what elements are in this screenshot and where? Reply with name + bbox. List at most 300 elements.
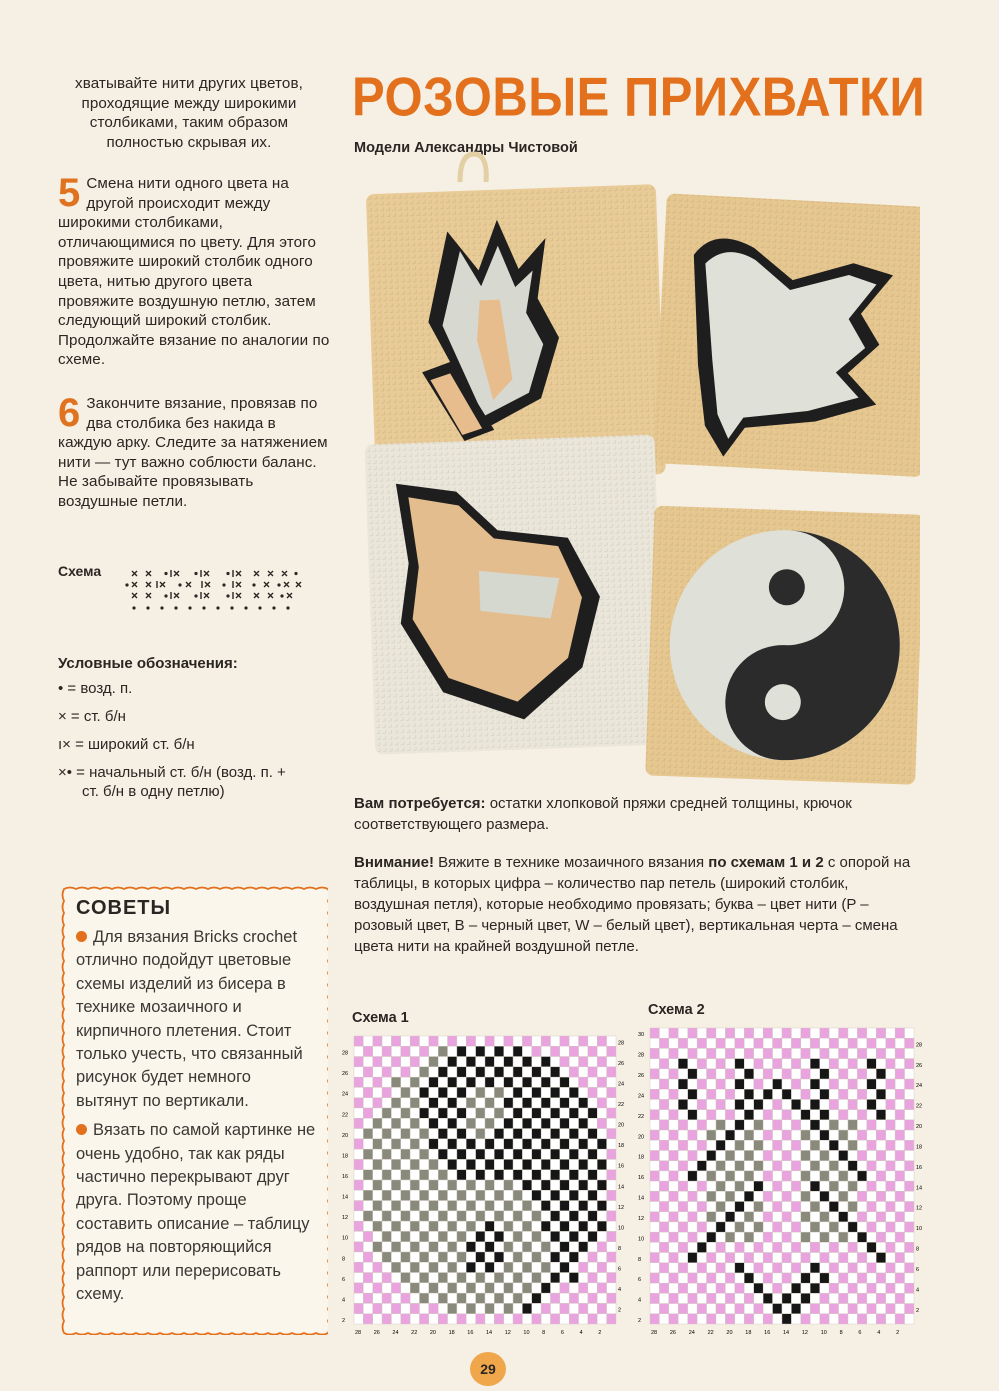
grid-cell — [697, 1079, 706, 1089]
grid-cell — [678, 1191, 687, 1201]
grid-cell — [905, 1212, 914, 1222]
grid-cell — [839, 1283, 848, 1293]
col-number: 22 — [411, 1330, 418, 1336]
grid-cell — [494, 1190, 503, 1200]
attention-label: Внимание! — [354, 854, 434, 871]
row-number: 18 — [916, 1144, 923, 1151]
grid-cell — [494, 1180, 503, 1190]
grid-cell — [678, 1222, 687, 1232]
grid-cell — [716, 1130, 725, 1140]
row-number: 22 — [916, 1103, 923, 1110]
grid-cell — [541, 1221, 550, 1231]
grid-cell — [420, 1180, 429, 1190]
legend-title: Условные обозначения: — [58, 655, 238, 672]
grid-cell — [773, 1140, 782, 1150]
grid-cell — [438, 1057, 447, 1067]
grid-cell — [457, 1036, 466, 1046]
grid-cell — [457, 1087, 466, 1097]
grid-cell — [448, 1057, 457, 1067]
grid-cell — [363, 1077, 372, 1087]
grid-cell — [551, 1149, 560, 1159]
grid-cell — [754, 1242, 763, 1252]
grid-cell — [744, 1089, 753, 1099]
grid-cell — [588, 1273, 597, 1283]
grid-cell — [373, 1118, 382, 1128]
grid-cell — [669, 1099, 678, 1109]
grid-cell — [707, 1130, 716, 1140]
tip-text: Для вязания Bricks crochet отлично подойдут цветовые схемы изделий из бисера в технике мозаичного и кирпичного плетения. Стоит только учесть, что связанный рисунок будет немного вытянут по вертикали. — [76, 928, 303, 1110]
grid-cell — [773, 1253, 782, 1263]
grid-cell — [494, 1242, 503, 1252]
grid-cell — [410, 1098, 419, 1108]
grid-cell — [457, 1067, 466, 1077]
grid-cell — [391, 1252, 400, 1262]
grid-cell — [829, 1283, 838, 1293]
grid-cell — [707, 1232, 716, 1242]
grid-cell — [401, 1283, 410, 1293]
grid-cell — [754, 1150, 763, 1160]
grid-cell — [688, 1232, 697, 1242]
col-number: 14 — [486, 1330, 493, 1336]
grid-cell — [688, 1099, 697, 1109]
grid-cell — [532, 1139, 541, 1149]
grid-cell — [801, 1089, 810, 1099]
grid-cell — [438, 1129, 447, 1139]
grid-cell — [697, 1110, 706, 1120]
grid-cell — [448, 1303, 457, 1313]
grid-cell — [382, 1118, 391, 1128]
grid-cell — [848, 1263, 857, 1273]
grid-cell — [607, 1273, 616, 1283]
grid-cell — [420, 1211, 429, 1221]
grid-cell — [429, 1242, 438, 1252]
grid-cell — [744, 1253, 753, 1263]
grid-cell — [754, 1171, 763, 1181]
grid-cell — [513, 1118, 522, 1128]
grid-cell — [707, 1150, 716, 1160]
tip-item — [76, 926, 316, 1113]
grid-cell — [401, 1149, 410, 1159]
grid-cell — [876, 1212, 885, 1222]
grid-cell — [588, 1057, 597, 1067]
grid-cell — [839, 1059, 848, 1069]
grid-cell — [494, 1139, 503, 1149]
grid-cell — [829, 1059, 838, 1069]
grid-cell — [494, 1129, 503, 1139]
grid-cell — [579, 1129, 588, 1139]
stitch-scheme-diagram — [124, 569, 306, 617]
grid-cell — [429, 1201, 438, 1211]
grid-cell — [735, 1273, 744, 1283]
grid-cell — [707, 1140, 716, 1150]
grid-cell — [391, 1046, 400, 1056]
grid-cell — [513, 1293, 522, 1303]
grid-cell — [669, 1242, 678, 1252]
row-number: 20 — [638, 1134, 645, 1141]
grid-cell — [773, 1161, 782, 1171]
grid-cell — [867, 1263, 876, 1273]
grid-cell — [457, 1211, 466, 1221]
grid-cell — [588, 1036, 597, 1046]
grid-cell — [650, 1212, 659, 1222]
grid-cell — [391, 1211, 400, 1221]
grid-cell — [810, 1283, 819, 1293]
grid-cell — [725, 1161, 734, 1171]
grid-cell — [401, 1252, 410, 1262]
grid-cell — [857, 1089, 866, 1099]
grid-cell — [791, 1304, 800, 1314]
grid-cell — [707, 1263, 716, 1273]
grid-cell — [429, 1190, 438, 1200]
grid-cell — [569, 1149, 578, 1159]
row-number: 28 — [916, 1042, 923, 1049]
grid-cell — [895, 1222, 904, 1232]
grid-cell — [504, 1201, 513, 1211]
grid-cell — [373, 1231, 382, 1241]
grid-cell — [773, 1293, 782, 1303]
grid-cell — [716, 1304, 725, 1314]
grid-cell — [504, 1108, 513, 1118]
grid-cell — [485, 1180, 494, 1190]
grid-cell — [382, 1129, 391, 1139]
grid-cell — [476, 1283, 485, 1293]
grid-cell — [485, 1067, 494, 1077]
grid-cell — [782, 1253, 791, 1263]
grid-cell — [688, 1140, 697, 1150]
grid-cell — [410, 1087, 419, 1097]
grid-cell — [448, 1293, 457, 1303]
grid-cell — [354, 1221, 363, 1231]
grid-cell — [763, 1089, 772, 1099]
grid-cell — [801, 1028, 810, 1038]
grid-cell — [494, 1170, 503, 1180]
grid-cell — [659, 1140, 668, 1150]
grid-cell — [597, 1046, 606, 1056]
grid-cell — [541, 1303, 550, 1313]
grid-cell — [763, 1181, 772, 1191]
grid-cell — [744, 1130, 753, 1140]
grid-cell — [457, 1303, 466, 1313]
grid-cell — [373, 1067, 382, 1077]
grid-cell — [597, 1087, 606, 1097]
grid-cell — [754, 1028, 763, 1038]
grid-cell — [354, 1046, 363, 1056]
grid-cell — [513, 1057, 522, 1067]
grid-cell — [820, 1273, 829, 1283]
grid-cell — [876, 1059, 885, 1069]
grid-cell — [801, 1222, 810, 1232]
grid-cell — [607, 1242, 616, 1252]
grid-cell — [597, 1077, 606, 1087]
grid-cell — [373, 1221, 382, 1231]
grid-cell — [886, 1273, 895, 1283]
grid-cell — [504, 1190, 513, 1200]
grid-cell — [820, 1181, 829, 1191]
grid-cell — [401, 1118, 410, 1128]
grid-cell — [391, 1242, 400, 1252]
grid-cell — [669, 1263, 678, 1273]
grid-cell — [829, 1232, 838, 1242]
grid-cell — [678, 1171, 687, 1181]
grid-cell — [801, 1110, 810, 1120]
grid-cell — [401, 1108, 410, 1118]
grid-cell — [735, 1232, 744, 1242]
grid-cell — [466, 1108, 475, 1118]
grid-cell — [363, 1180, 372, 1190]
grid-cell — [466, 1221, 475, 1231]
grid-cell — [895, 1304, 904, 1314]
grid-cell — [438, 1283, 447, 1293]
grid-cell — [895, 1263, 904, 1273]
grid-cell — [754, 1120, 763, 1130]
grid-cell — [448, 1129, 457, 1139]
grid-cell — [522, 1211, 531, 1221]
grid-cell — [448, 1242, 457, 1252]
grid-cell — [744, 1181, 753, 1191]
grid-cell — [476, 1190, 485, 1200]
grid-cell — [382, 1046, 391, 1056]
grid-cell — [754, 1161, 763, 1171]
grid-cell — [801, 1130, 810, 1140]
grid-cell — [650, 1038, 659, 1048]
row-number: 2 — [638, 1318, 642, 1324]
grid-cell — [773, 1120, 782, 1130]
grid-cell — [725, 1314, 734, 1324]
grid-cell — [494, 1067, 503, 1077]
grid-cell — [744, 1150, 753, 1160]
grid-cell — [829, 1038, 838, 1048]
grid-cell — [494, 1159, 503, 1169]
grid-cell — [420, 1293, 429, 1303]
grid-cell — [504, 1067, 513, 1077]
grid-cell — [410, 1067, 419, 1077]
grid-cell — [541, 1149, 550, 1159]
row-number: 24 — [916, 1083, 923, 1090]
grid-cell — [678, 1304, 687, 1314]
grid-cell — [895, 1171, 904, 1181]
grid-cell — [688, 1304, 697, 1314]
grid-cell — [810, 1314, 819, 1324]
grid-cell — [532, 1303, 541, 1313]
grid-cell — [735, 1038, 744, 1048]
grid-cell — [485, 1293, 494, 1303]
grid-cell — [494, 1098, 503, 1108]
grid-cell — [791, 1314, 800, 1324]
grid-cell — [754, 1253, 763, 1263]
grid-cell — [382, 1293, 391, 1303]
grid-cell — [857, 1120, 866, 1130]
grid-1-label: Схема 1 — [352, 1010, 409, 1026]
grid-cell — [363, 1273, 372, 1283]
grid-cell — [429, 1159, 438, 1169]
grid-cell — [848, 1253, 857, 1263]
grid-cell — [382, 1170, 391, 1180]
grid-cell — [697, 1130, 706, 1140]
grid-cell — [791, 1120, 800, 1130]
grid-cell — [466, 1283, 475, 1293]
grid-cell — [886, 1253, 895, 1263]
row-number: 22 — [618, 1102, 625, 1108]
grid-cell — [420, 1036, 429, 1046]
grid-cell — [688, 1293, 697, 1303]
grid-cell — [410, 1262, 419, 1272]
grid-cell — [763, 1304, 772, 1314]
grid-cell — [522, 1108, 531, 1118]
grid-cell — [560, 1118, 569, 1128]
page-title: РОЗОВЫЕ ПРИХВАТКИ — [352, 67, 926, 128]
grid-cell — [895, 1293, 904, 1303]
grid-cell — [541, 1283, 550, 1293]
grid-cell — [597, 1293, 606, 1303]
grid-cell — [886, 1283, 895, 1293]
grid-cell — [820, 1140, 829, 1150]
grid-cell — [401, 1314, 410, 1324]
grid-cell — [420, 1283, 429, 1293]
grid-cell — [810, 1099, 819, 1109]
grid-cell — [420, 1231, 429, 1241]
grid-cell — [669, 1304, 678, 1314]
grid-cell — [829, 1130, 838, 1140]
grid-cell — [410, 1211, 419, 1221]
grid-cell — [504, 1170, 513, 1180]
grid-cell — [504, 1159, 513, 1169]
grid-cell — [688, 1253, 697, 1263]
row-number: 26 — [618, 1060, 625, 1067]
grid-cell — [763, 1171, 772, 1181]
row-number: 16 — [618, 1163, 625, 1170]
grid-cell — [494, 1108, 503, 1118]
grid-cell — [391, 1057, 400, 1067]
grid-cell — [791, 1232, 800, 1242]
grid-cell — [905, 1283, 914, 1293]
grid-cell — [466, 1057, 475, 1067]
tips-box — [58, 883, 328, 1335]
grid-cell — [791, 1110, 800, 1120]
grid-cell — [354, 1149, 363, 1159]
row-number: 20 — [342, 1132, 349, 1139]
grid-cell — [588, 1108, 597, 1118]
grid-cell — [848, 1120, 857, 1130]
grid-cell — [650, 1304, 659, 1314]
grid-cell — [725, 1283, 734, 1293]
grid-cell — [485, 1118, 494, 1128]
grid-cell — [476, 1036, 485, 1046]
grid-cell — [857, 1181, 866, 1191]
grid-cell — [607, 1190, 616, 1200]
row-number: 24 — [342, 1091, 349, 1098]
grid-cell — [560, 1303, 569, 1313]
grid-cell — [569, 1036, 578, 1046]
grid-cell — [876, 1079, 885, 1089]
grid-cell — [597, 1242, 606, 1252]
grid-cell — [886, 1089, 895, 1099]
grid-cell — [650, 1293, 659, 1303]
grid-cell — [773, 1202, 782, 1212]
grid-cell — [504, 1252, 513, 1262]
grid-cell — [688, 1048, 697, 1058]
grid-cell — [697, 1304, 706, 1314]
grid-cell — [886, 1171, 895, 1181]
grid-cell — [597, 1273, 606, 1283]
grid-cell — [410, 1129, 419, 1139]
grid-cell — [597, 1303, 606, 1313]
grid-cell — [420, 1159, 429, 1169]
grid-cell — [476, 1098, 485, 1108]
grid-cell — [810, 1161, 819, 1171]
grid-cell — [513, 1139, 522, 1149]
grid-cell — [382, 1201, 391, 1211]
grid-cell — [373, 1108, 382, 1118]
potholders-photo — [330, 150, 920, 790]
grid-cell — [588, 1129, 597, 1139]
grid-cell — [466, 1262, 475, 1272]
grid-cell — [607, 1293, 616, 1303]
grid-cell — [607, 1211, 616, 1221]
grid-cell — [810, 1242, 819, 1252]
grid-cell — [541, 1170, 550, 1180]
grid-cell — [476, 1087, 485, 1097]
grid-cell — [763, 1273, 772, 1283]
step-text: Закончите вязание, провязав по два столбика без накида в каждую арку. Следите за натяжением нити — тут важно соблюсти баланс. Не забывайте провязывать воздушные петли. — [58, 395, 328, 510]
grid-cell — [669, 1140, 678, 1150]
grid-cell — [476, 1262, 485, 1272]
grid-cell — [382, 1036, 391, 1046]
grid-cell — [476, 1201, 485, 1211]
grid-cell — [607, 1201, 616, 1211]
grid-cell — [782, 1242, 791, 1252]
col-number: 26 — [373, 1330, 380, 1336]
grid-cell — [485, 1242, 494, 1252]
grid-cell — [597, 1057, 606, 1067]
grid-cell — [494, 1231, 503, 1241]
grid-cell — [579, 1211, 588, 1221]
grid-cell — [725, 1171, 734, 1181]
col-number: 6 — [858, 1330, 862, 1336]
materials-label: Вам потребуется: — [354, 795, 486, 812]
grid-cell — [363, 1190, 372, 1200]
grid-cell — [438, 1231, 447, 1241]
grid-cell — [716, 1181, 725, 1191]
grid-cell — [410, 1077, 419, 1087]
grid-cell — [457, 1046, 466, 1056]
grid-cell — [597, 1170, 606, 1180]
grid-cell — [886, 1150, 895, 1160]
grid-cell — [763, 1202, 772, 1212]
col-number: 20 — [726, 1330, 733, 1336]
grid-cell — [504, 1293, 513, 1303]
grid-cell — [773, 1130, 782, 1140]
grid-cell — [678, 1212, 687, 1222]
grid-cell — [391, 1180, 400, 1190]
grid-cell — [782, 1028, 791, 1038]
grid-cell — [801, 1079, 810, 1089]
grid-cell — [669, 1212, 678, 1222]
grid-cell — [476, 1242, 485, 1252]
attention-text: Вяжите в технике мозаичного вязания — [433, 854, 709, 871]
col-number: 20 — [429, 1330, 436, 1336]
grid-cell — [429, 1139, 438, 1149]
grid-cell — [401, 1129, 410, 1139]
grid-cell — [754, 1283, 763, 1293]
grid-cell — [839, 1212, 848, 1222]
grid-cell — [438, 1170, 447, 1180]
grid-cell — [466, 1293, 475, 1303]
grid-cell — [773, 1263, 782, 1273]
grid-cell — [669, 1314, 678, 1324]
grid-cell — [725, 1263, 734, 1273]
grid-cell — [707, 1273, 716, 1283]
col-number: 28 — [355, 1330, 362, 1336]
